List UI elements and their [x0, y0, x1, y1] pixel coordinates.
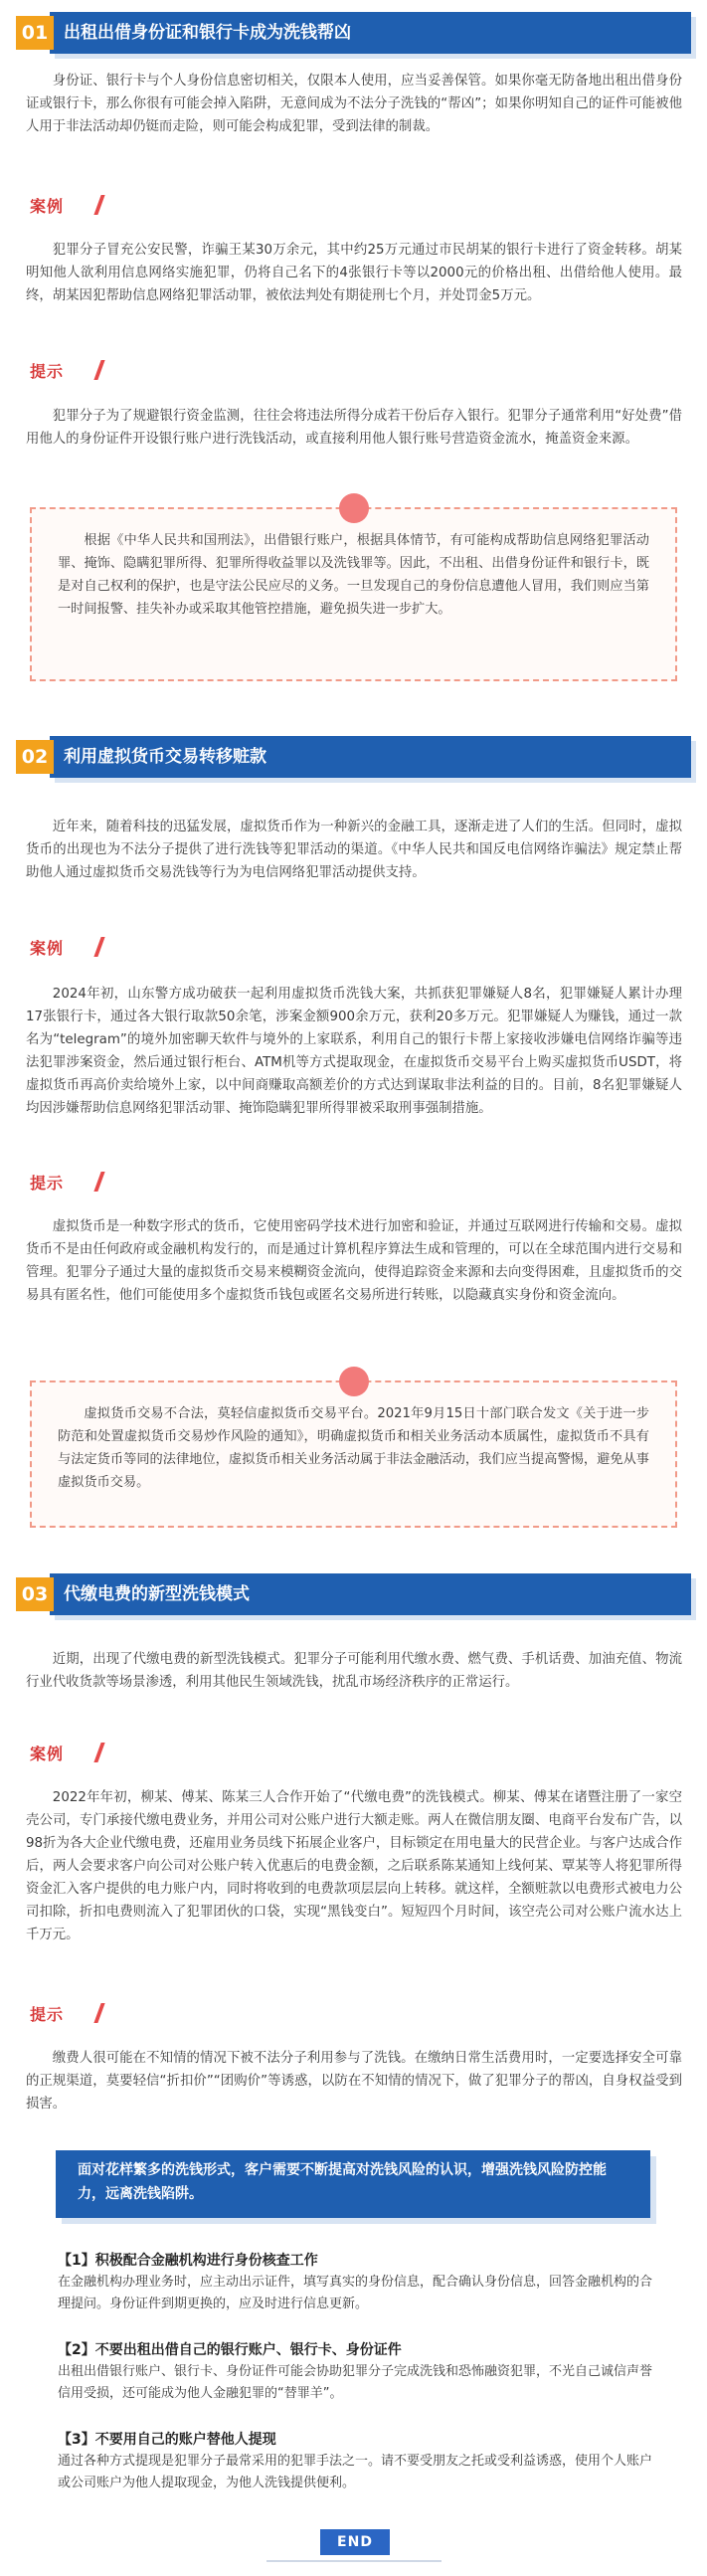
- section-header-3: [16, 1573, 691, 1615]
- section-title: 代缴电费的新型洗钱模式: [64, 1584, 250, 1604]
- case-text: 2024年初，山东警方成功破获一起利用虚拟货币洗钱大案，共抓获犯罪嫌疑人8名，犯罪嫌疑人累计办理17张银行卡，通过各大银行取款50余笔，涉案金额900余万元，获利20多万元。犯罪嫌疑人为赚钱，通过一款名为“telegram”的境外加密聊天软件与境外的上家联系，利用自己的银行卡帮上家接收涉嫌电信网络诈骗等违法犯罪涉案资金，然后通过银行柜台、ATM机等方式提取现金，在虚拟货币交易平台上购买虚拟货币USDT，将虚拟货币再高价卖给境外上家，以中间商赚取高额差价的方式达到谋取非法利益的目的。目前，8名犯罪嫌疑人均因涉嫌帮助信息网络犯罪活动罪、掩饰隐瞒犯罪所得罪被采取刑事强制措施。: [26, 987, 682, 1116]
- summary-banner: [56, 2150, 650, 2218]
- advice-body: 出租出借银行账户、银行卡、身份证件可能会协助犯罪分子完成洗钱和恐怖融资犯罪，不光自己诚信声誉信用受损，还可能成为他人金融犯罪的“替罪羊”。: [58, 2364, 653, 2401]
- tip-text: 犯罪分子为了规避银行资金监测，往往会将违法所得分成若干份后存入银行。犯罪分子通常利用“好处费”借用他人的身份证件开设银行账户进行洗钱活动，或直接利用他人银行账号营造资金流水，掩盖资金来源。: [26, 409, 682, 447]
- slash-icon: [93, 195, 104, 215]
- advice-title: 【2】不要出租出借自己的银行账户、银行卡、身份证件: [58, 2342, 402, 2358]
- section-number: 02: [16, 740, 54, 774]
- section-intro: 身份证、银行卡与个人身份信息密切相关，仅限本人使用，应当妥善保管。如果你毫无防备地出租出借身份证或银行卡，那么你很有可能会掉入陷阱，无意间成为不法分子洗钱的“帮凶”；如果你明知自己的证件可能被他人用于非法活动却仍铤而走险，则可能会构成犯罪，受到法律的制裁。: [26, 74, 682, 134]
- section-title: 出租出借身份证和银行卡成为洗钱帮凶: [64, 23, 351, 43]
- tip-label-text: 提示: [30, 1174, 65, 1193]
- section-header-1: [16, 12, 691, 54]
- tip-label: [30, 358, 119, 386]
- case-label-text: 案例: [30, 939, 65, 958]
- advice-title: 【3】不要用自己的账户替他人提现: [58, 2432, 276, 2448]
- case-label-text: 案例: [30, 197, 65, 216]
- circle-ornament-icon: [339, 1367, 369, 1396]
- slash-icon: [93, 1172, 104, 1192]
- tip-text: 虚拟货币是一种数字形式的货币，它使用密码学技术进行加密和验证，并通过互联网进行传输和交易。虚拟货币不是由任何政府或金融机构发行的，而是通过计算机程序算法生成和管理的，可以在全球范围内进行交易和管理。犯罪分子通过大量的虚拟货币交易来模糊资金流向，使得追踪资金来源和去向变得困难，且虚拟货币的交易具有匿名性，他们可能使用多个虚拟货币钱包或匿名交易所进行转账，以隐藏真实身份和资金流向。: [26, 1219, 682, 1303]
- case-text: 2022年年初，柳某、傅某、陈某三人合作开始了“代缴电费”的洗钱模式。柳某、傅某在诸暨注册了一家空壳公司，专门承接代缴电费业务，并用公司对公账户进行大额走账。两人在微信朋友圈、电商平台发布广告，以98折为各大企业代缴电费，还雇用业务员线下拓展企业客户，目标锁定在用电量大的民营企业。与客户达成合作后，两人会要求客户向公司对公账户转入优惠后的电费金额，之后联系陈某通知上线何某、覃某等人将犯罪所得资金汇入客户提供的电力账户内，同时将收到的电费款项层层向上转移。就这样，全额赃款以电费形式被电力公司扣除，折扣电费则流入了犯罪团伙的口袋，实现“黑钱变白”。短短四个月时间，该空壳公司对公账户流水达上千万元。: [26, 1790, 682, 1942]
- tip-label: [30, 2001, 119, 2029]
- advice-body: 通过各种方式提现是犯罪分子最常采用的犯罪手法之一。请不要受朋友之托或受利益诱惑，使用个人账户或公司账户为他人提取现金，为他人洗钱提供便利。: [58, 2454, 653, 2490]
- tip-label: [30, 1170, 119, 1197]
- section-number: 01: [16, 16, 54, 50]
- section-intro: 近年来，随着科技的迅猛发展，虚拟货币作为一种新兴的金融工具，逐渐走进了人们的生活。但同时，虚拟货币的出现也为不法分子提供了进行洗钱等犯罪活动的渠道。《中华人民共和国反电信网络诈骗法》规定禁止帮助他人通过虚拟货币交易洗钱等行为为电信网络犯罪活动提供支持。: [26, 820, 682, 880]
- case-label: [30, 935, 119, 963]
- advice-body: 在金融机构办理业务时，应主动出示证件，填写真实的身份信息，配合确认身份信息，回答金融机构的合理提问。身份证件到期更换的，应及时进行信息更新。: [58, 2275, 653, 2311]
- legal-note-box: [30, 507, 677, 681]
- slash-icon: [93, 937, 104, 957]
- tip-label-text: 提示: [30, 362, 65, 381]
- slash-icon: [93, 2003, 104, 2023]
- circle-ornament-icon: [339, 493, 369, 523]
- advice-title: 【1】积极配合金融机构进行身份核查工作: [58, 2253, 318, 2269]
- summary-text: 面对花样繁多的洗钱形式，客户需要不断提高对洗钱风险的认识，增强洗钱风险防控能力，远离洗钱陷阱。: [78, 2162, 607, 2202]
- legal-note-box: [30, 1380, 677, 1528]
- legal-note-text: 根据《中华人民共和国刑法》，出借银行账户，根据具体情节，有可能构成帮助信息网络犯罪活动罪、掩饰、隐瞒犯罪所得、犯罪所得收益罪以及洗钱罪等。因此，不出租、出借身份证件和银行卡，既是对自己权利的保护，也是守法公民应尽的义务。一旦发现自己的身份信息遭他人冒用，我们则应当第一时间报警、挂失补办或采取其他管控措施，避免损失进一步扩大。: [58, 533, 649, 617]
- section-intro: 近期，出现了代缴电费的新型洗钱模式。犯罪分子可能利用代缴水费、燃气费、手机话费、加油充值、物流行业代收货款等场景渗透，利用其他民生领域洗钱，扰乱市场经济秩序的正常运行。: [26, 1652, 682, 1690]
- section-header-2: [16, 736, 691, 778]
- tip-text: 缴费人很可能在不知情的情况下被不法分子利用参与了洗钱。在缴纳日常生活费用时，一定要选择安全可靠的正规渠道，莫要轻信“折扣价”“团购价”等诱惑，以防在不知情的情况下，做了犯罪分子的帮凶，自身权益受到损害。: [26, 2051, 682, 2112]
- case-label: [30, 1741, 119, 1768]
- case-label-text: 案例: [30, 1745, 65, 1763]
- slash-icon: [93, 360, 104, 380]
- divider: [266, 2560, 442, 2562]
- section-title: 利用虚拟货币交易转移赃款: [64, 747, 266, 767]
- tip-label-text: 提示: [30, 2005, 65, 2024]
- legal-note-text: 虚拟货币交易不合法，莫轻信虚拟货币交易平台。2021年9月15日十部门联合发文《关于进一步防范和处置虚拟货币交易炒作风险的通知》，明确虚拟货币和相关业务活动本质属性，虚拟货币不具有与法定货币等同的法律地位，虚拟货币相关业务活动属于非法金融活动，我们应当提高警惕，避免从事虚拟货币交易。: [58, 1406, 649, 1490]
- case-label: [30, 193, 119, 221]
- section-number: 03: [16, 1577, 54, 1611]
- case-text: 犯罪分子冒充公安民警，诈骗王某30万余元，其中约25万元通过市民胡某的银行卡进行了资金转移。胡某明知他人欲利用信息网络实施犯罪，仍将自己名下的4张银行卡等以2000元的价格出租、出借给他人使用。最终，胡某因犯帮助信息网络犯罪活动罪，被依法判处有期徒刑七个月，并处罚金5万元。: [26, 243, 682, 303]
- slash-icon: [93, 1743, 104, 1762]
- end-marker: END: [320, 2529, 390, 2555]
